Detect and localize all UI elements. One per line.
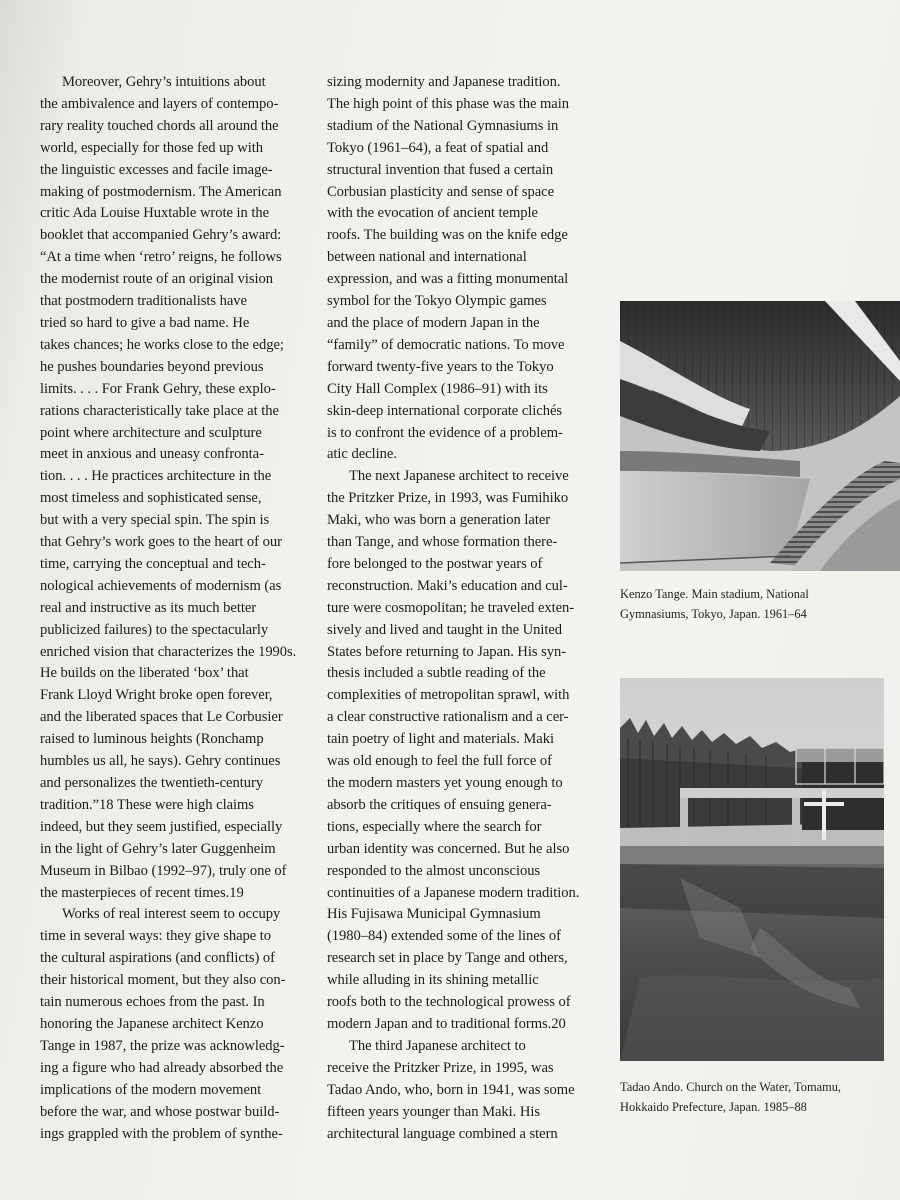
text-line: was old enough to feel the full force of: [327, 753, 552, 770]
text-line: continuities of a Japanese modern tradition.: [327, 884, 580, 901]
text-line: fifteen years younger than Maki. His: [327, 1103, 540, 1120]
text-line: the linguistic excesses and facile image-: [40, 161, 273, 178]
text-line: honoring the Japanese architect Kenzo: [40, 1015, 264, 1032]
text-line: Museum in Bilbao (1992–97), truly one of: [40, 862, 287, 879]
text-line: modern Japan and to traditional forms.20: [327, 1015, 566, 1032]
text-line: tradition.”18 These were high claims: [40, 796, 254, 813]
text-line: architectural language combined a stern: [327, 1125, 558, 1142]
text-line: that postmodern traditionalists have: [40, 293, 247, 310]
text-line: “family” of democratic nations. To move: [327, 336, 565, 353]
text-line: tain numerous echoes from the past. In: [40, 994, 265, 1011]
text-line: meet in anxious and uneasy confronta-: [40, 446, 264, 463]
text-line: the ambivalence and layers of contempo-: [40, 95, 279, 112]
text-line: Tange in 1987, the prize was acknowledg-: [40, 1037, 285, 1054]
text-line: the Pritzker Prize, in 1993, was Fumihiko: [327, 490, 569, 507]
text-line: the modernist route of an original vision: [40, 271, 274, 288]
text-line: structural invention that fused a certain: [327, 161, 554, 178]
text-line: and the place of modern Japan in the: [327, 314, 540, 331]
text-line: thesis included a subtle reading of the: [327, 665, 546, 682]
text-line: The next Japanese architect to receive: [349, 468, 569, 485]
text-line: symbol for the Tokyo Olympic games: [327, 293, 547, 310]
text-line: than Tange, and whose formation there-: [327, 534, 558, 551]
stadium-photo: [620, 301, 900, 571]
text-line: His Fujisawa Municipal Gymnasium: [327, 906, 541, 923]
stadium-caption: Kenzo Tange. Main stadium, National Gymnasiums, Tokyo, Japan. 1961–64: [620, 587, 809, 621]
text-line: raised to luminous heights (Ronchamp: [40, 731, 264, 748]
text-line: time, carrying the conceptual and tech-: [40, 555, 266, 572]
text-line: tions, especially where the search for: [327, 818, 542, 835]
text-line: roofs. The building was on the knife edge: [327, 227, 568, 244]
text-line: Corbusian plasticity and sense of space: [327, 183, 555, 200]
text-line: world, especially for those fed up with: [40, 139, 263, 156]
text-line: ture were cosmopolitan; he traveled exten-: [327, 599, 575, 616]
text-line: while alluding in its shining metallic: [327, 972, 539, 989]
text-line: forward twenty-five years to the Tokyo: [327, 358, 554, 375]
text-line: sizing modernity and Japanese tradition.: [327, 74, 561, 90]
text-line: their historical moment, but they also con-: [40, 972, 286, 989]
text-line: Works of real interest seem to occupy: [62, 906, 281, 923]
text-line: tried so hard to give a bad name. He: [40, 314, 250, 331]
text-line: he pushes boundaries beyond previous: [40, 358, 264, 375]
text-line: fore belonged to the postwar years of: [327, 555, 543, 572]
text-line: humbles us all, he says). Gehry continues: [40, 753, 281, 770]
text-line: receive the Pritzker Prize, in 1995, was: [327, 1059, 554, 1076]
text-line: Frank Lloyd Wright broke open forever,: [40, 687, 273, 704]
text-line: reconstruction. Maki’s education and cul-: [327, 577, 568, 594]
text-line: and personalizes the twentieth-century: [40, 775, 263, 791]
text-line: expression, and was a fitting monumental: [327, 271, 569, 288]
text-line: rary reality touched chords all around the: [40, 117, 279, 134]
text-line: sively and lived and taught in the United: [327, 621, 563, 638]
text-line: between national and international: [327, 249, 527, 266]
text-line: atic decline.: [327, 446, 397, 463]
text-line: He builds on the liberated ‘box’ that: [40, 665, 249, 682]
text-line: (1980–84) extended some of the lines of: [327, 928, 561, 945]
text-column-middle: [327, 72, 589, 1145]
text-line: but with a very special spin. The spin is: [40, 512, 270, 529]
text-line: the cultural aspirations (and conflicts) of: [40, 950, 275, 967]
text-line: Maki, who was born a generation later: [327, 512, 551, 529]
text-line: before the war, and whose postwar build-: [40, 1103, 280, 1120]
text-column-left: [40, 72, 302, 1145]
text-line: “At a time when ‘retro’ reigns, he follows: [40, 249, 282, 266]
text-line: skin-deep international corporate clichés: [327, 402, 562, 419]
text-line: that Gehry’s work goes to the heart of our: [40, 534, 282, 551]
text-line: the masterpieces of recent times.19: [40, 884, 244, 901]
church-caption: Tadao Ando. Church on the Water, Tomamu, Hokkaido Prefecture, Japan. 1985–88: [620, 1080, 842, 1114]
text-line: ing a figure who had already absorbed the: [40, 1059, 284, 1076]
text-line: critic Ada Louise Huxtable wrote in the: [40, 205, 270, 222]
text-line: responded to the almost unconscious: [327, 862, 541, 879]
text-line: a clear constructive rationalism and a cer-: [327, 709, 569, 726]
text-line: States before returning to Japan. His syn-: [327, 643, 567, 660]
text-line: enriched vision that characterizes the 1990s.: [40, 643, 297, 660]
text-line: urban identity was concerned. But he also: [327, 840, 570, 857]
text-line: real and instructive as its much better: [40, 599, 257, 616]
text-line: The high point of this phase was the main: [327, 95, 569, 112]
text-line: tion. . . . He practices architecture in the: [40, 468, 272, 485]
text-line: Tokyo (1961–64), a feat of spatial and: [327, 139, 549, 156]
text-line: indeed, but they seem justified, especially: [40, 818, 283, 835]
text-line: absorb the critiques of ensuing genera-: [327, 796, 552, 813]
text-line: complexities of metropolitan sprawl, with: [327, 687, 570, 704]
text-line: tain poetry of light and materials. Maki: [327, 731, 554, 748]
text-line: Tadao Ando, who, born in 1941, was some: [327, 1081, 575, 1098]
text-line: nological achievements of modernism (as: [40, 577, 282, 594]
text-line: booklet that accompanied Gehry’s award:: [40, 227, 282, 244]
text-line: rations characteristically take place at the: [40, 402, 279, 419]
text-line: publicized failures) to the spectacularly: [40, 621, 269, 638]
text-line: is to confront the evidence of a problem-: [327, 424, 563, 441]
text-line: time in several ways: they give shape to: [40, 928, 272, 945]
text-line: limits. . . . For Frank Gehry, these explo-: [40, 380, 276, 397]
text-line: City Hall Complex (1986–91) with its: [327, 380, 548, 397]
text-line: roofs both to the technological prowess of: [327, 994, 571, 1011]
text-line: The third Japanese architect to: [349, 1037, 526, 1054]
church-on-water-photo: [620, 678, 884, 1061]
text-line: the modern masters yet young enough to: [327, 775, 563, 791]
text-line: with the evocation of ancient temple: [327, 205, 538, 222]
text-line: and the liberated spaces that Le Corbusier: [40, 709, 283, 726]
text-line: takes chances; he works close to the edge;: [40, 336, 284, 353]
text-line: ings grappled with the problem of synthe-: [40, 1125, 283, 1142]
text-line: most timeless and sophisticated sense,: [40, 490, 262, 507]
text-line: making of postmodernism. The American: [40, 183, 282, 200]
text-line: in the light of Gehry’s later Guggenheim: [40, 840, 276, 857]
text-line: stadium of the National Gymnasiums in: [327, 117, 559, 134]
text-line: research set in place by Tange and others,: [327, 950, 568, 967]
text-line: Moreover, Gehry’s intuitions about: [62, 74, 266, 90]
text-line: implications of the modern movement: [40, 1081, 262, 1098]
text-line: point where architecture and sculpture: [40, 424, 262, 441]
